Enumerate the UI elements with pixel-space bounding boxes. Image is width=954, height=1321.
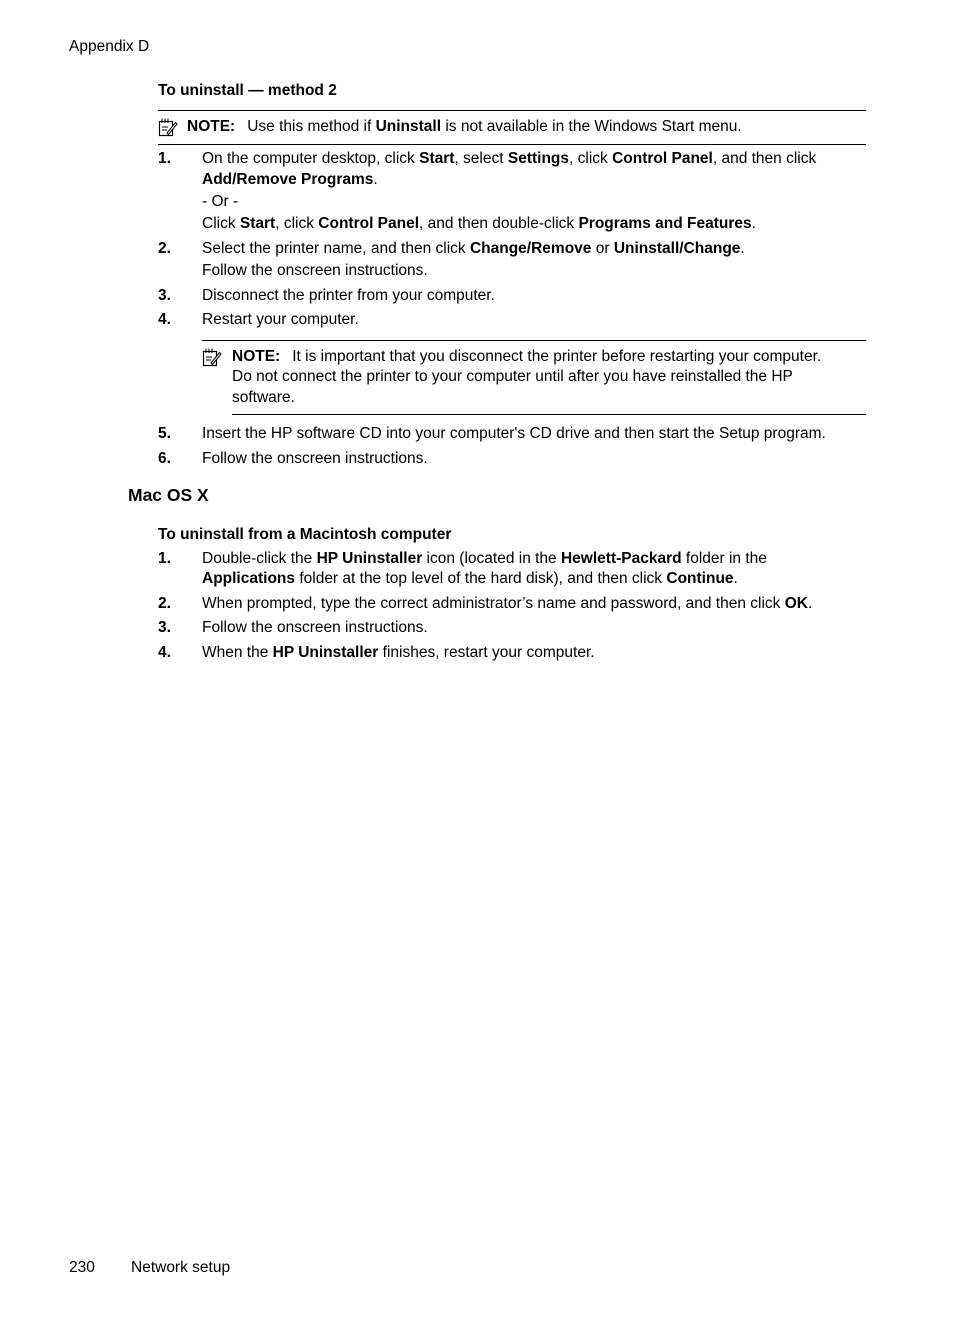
section-title-mac: Mac OS X bbox=[128, 485, 209, 505]
page-number: 230 bbox=[69, 1259, 95, 1276]
note-label: NOTE: bbox=[232, 348, 281, 365]
step-number: 4. bbox=[158, 311, 171, 328]
step-number: 2. bbox=[158, 240, 171, 257]
step-1-line-2: Add/Remove Programs. bbox=[202, 171, 378, 188]
step-1-or: - Or - bbox=[202, 193, 239, 210]
step-4-text: Restart your computer. bbox=[202, 311, 359, 328]
mac-step-1-line-2: Applications folder at the top level of the hard disk), and then click Continue. bbox=[202, 570, 738, 587]
step-3-text: Disconnect the printer from your computer. bbox=[202, 287, 495, 304]
step-1-line-4: Click Start, click Control Panel, and then double-click Programs and Features. bbox=[202, 215, 756, 232]
note-label: NOTE: bbox=[187, 118, 236, 135]
note-pencil-icon bbox=[202, 347, 222, 367]
note-2-bottom-rule bbox=[232, 414, 866, 415]
note-2-top-rule bbox=[202, 340, 866, 341]
note-uninstall-text: NOTE: Use this method if Uninstall is not available in the Windows Start menu. bbox=[187, 118, 742, 135]
note-disconnect-line-1: NOTE: It is important that you disconnect the printer before restarting your computer. bbox=[232, 348, 822, 365]
note-pencil-icon bbox=[158, 117, 178, 137]
note-bottom-rule bbox=[158, 144, 866, 145]
step-number: 1. bbox=[158, 150, 171, 167]
step-number: 2. bbox=[158, 595, 171, 612]
mac-step-2-text: When prompted, type the correct administrator’s name and password, and then click OK. bbox=[202, 595, 813, 612]
step-number: 4. bbox=[158, 644, 171, 661]
step-2-line-2: Follow the onscreen instructions. bbox=[202, 262, 428, 279]
step-number: 1. bbox=[158, 550, 171, 567]
chapter-title: Network setup bbox=[131, 1259, 231, 1276]
procedure-title-mac: To uninstall from a Macintosh computer bbox=[158, 526, 452, 543]
step-1-line-1: On the computer desktop, click Start, select Settings, click Control Panel, and then click bbox=[202, 150, 817, 167]
procedure-title-method-2: To uninstall — method 2 bbox=[158, 82, 337, 99]
step-5-text: Insert the HP software CD into your computer's CD drive and then start the Setup program. bbox=[202, 425, 826, 442]
mac-step-4-text: When the HP Uninstaller finishes, restart your computer. bbox=[202, 644, 595, 661]
step-number: 3. bbox=[158, 619, 171, 636]
step-2-line-1: Select the printer name, and then click Change/Remove or Uninstall/Change. bbox=[202, 240, 745, 257]
mac-step-3-text: Follow the onscreen instructions. bbox=[202, 619, 428, 636]
step-number: 5. bbox=[158, 425, 171, 442]
note-top-rule bbox=[158, 110, 866, 111]
step-6-text: Follow the onscreen instructions. bbox=[202, 450, 428, 467]
step-number: 3. bbox=[158, 287, 171, 304]
step-number: 6. bbox=[158, 450, 171, 467]
note-disconnect-line-3: software. bbox=[232, 389, 295, 406]
running-head: Appendix D bbox=[69, 38, 150, 55]
mac-step-1-line-1: Double-click the HP Uninstaller icon (located in the Hewlett-Packard folder in the bbox=[202, 550, 767, 567]
note-disconnect-line-2: Do not connect the printer to your computer until after you have reinstalled the HP bbox=[232, 368, 793, 385]
